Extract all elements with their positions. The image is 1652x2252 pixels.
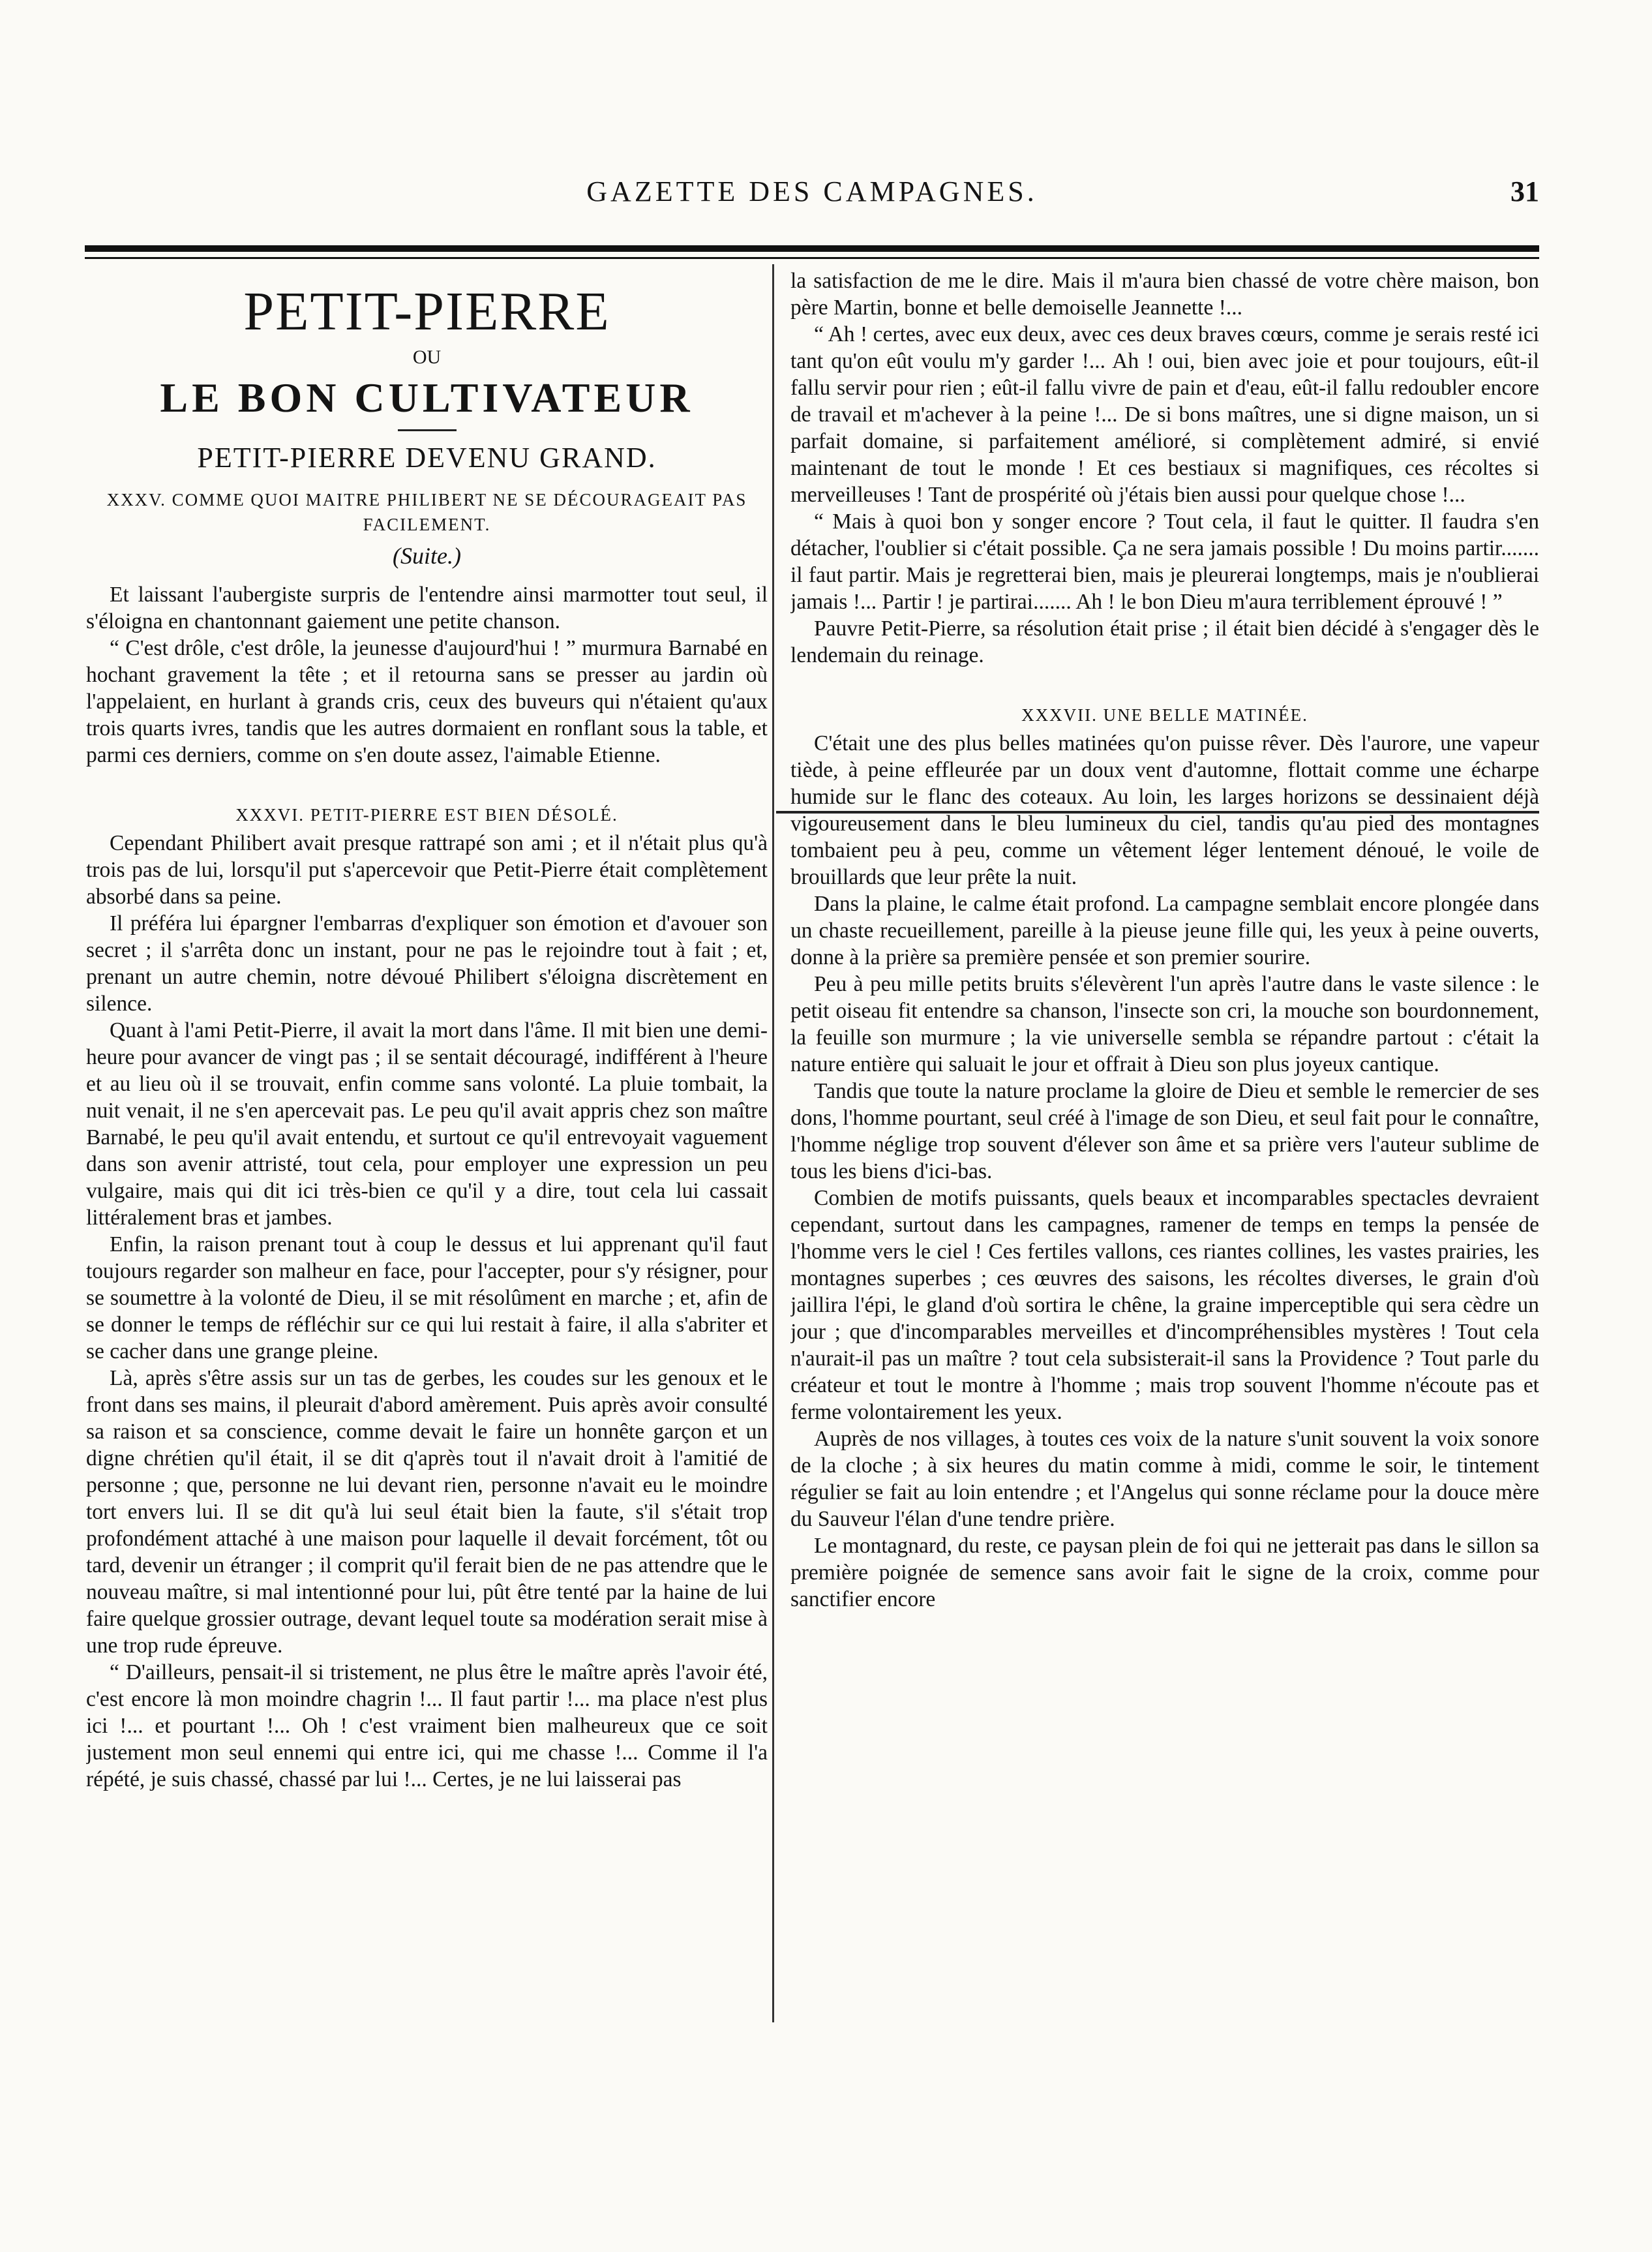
paragraph: “ Ah ! certes, avec eux deux, avec ces deux braves cœurs, comme je serais resté ici tant qu'on eût voulu m'y garder !... Ah ! oui, bien avec joie et pour toujours, eût-il fallu servir pour rien ; eût-il fallu vivre de pain et d'eau, eût-il fallu redoubler encore de travail et m'achever à la peine !... De si bons maîtres, une si digne maison, un si parfait domaine, si parfaitement amélioré, si complètement admiré, si envié maintenant de tout le monde ! Et ces bestiaux si magnifiques, ces récoltes si merveilleuses ! Tant de prospérité où j'étais bien aussi pour quelque chose !... <box>790 322 1539 507</box>
paragraph: Il préféra lui épargner l'embarras d'expliquer son émotion et d'avouer son secret ; il s'arrêta donc un instant, pour ne pas le rejoindre tout à fait ; et, prenant un autre chemin, notre dévoué Philibert s'éloigna discrètement en silence. <box>86 911 768 1016</box>
paragraph: C'était une des plus belles matinées qu'on puisse rêver. Dès l'aurore, une vapeur tiède, à peine effleurée par un doux vent d'automne, flottait comme une écharpe humide sur le flanc des coteaux. Au loin, les larges horizons se dessinaient déjà vigoureusement dans le bleu lumineux du ciel, tandis qu'au pied des montagnes tombaient peu à peu, comme un vêtement léger lentement dénoué, le voile de brouillards que leur prête la nuit. <box>790 731 1539 889</box>
page-number: 31 <box>1510 175 1539 207</box>
paragraph: Dans la plaine, le calme était profond. La campagne semblait encore plongée dans un chaste recueillement, pareille à la pieuse jeune fille qui, les yeux à peine ouverts, donne à la prière sa première pensée et son premier sourire. <box>790 892 1539 969</box>
paragraph: Auprès de nos villages, à toutes ces voix de la nature s'unit souvent la voix sonore de la cloche ; à six heures du matin comme à midi, comme le soir, le tintement régulier se fait au loin entendre ; et l'Angelus qui sonne réclame pour la douce mère du Sauveur l'élan d'une tendre prière. <box>790 1427 1539 1531</box>
chapter-heading-36: XXXVI. PETIT-PIERRE EST BIEN DÉSOLÉ. <box>235 805 618 825</box>
spacer <box>86 768 768 793</box>
paragraph: “ Mais à quoi bon y songer encore ? Tout cela, il faut le quitter. Il faudra s'en détacher, l'oublier si c'était possible. Ça ne sera jamais possible ! Du moins partir....... il faut partir. Mais je regretterai bien, mais je pleurerai longtemps, mais je n'oublierai jamais !... Partir ! je partirai....... Ah ! le bon Dieu m'aura terriblement éprouvé ! ” <box>790 510 1539 614</box>
paragraph: Combien de motifs puissants, quels beaux et incomparables spectacles devraient cependant, surtout dans les campagnes, ramener de temps en temps la pensée de l'homme vers le ciel ! Ces fertiles vallons, ces riantes collines, les vastes prairies, les montagnes superbes ; ces œuvres des saisons, les récoltes diverses, le grain d'où jaillira l'épi, le gland d'où sortira le chêne, la graine imperceptible qui sera cèdre un jour ; que d'incomparables merveilles et d'incompréhensibles mystères ! Tout cela n'aurait-il pas un maître ? tout cela subsisterait-il sans la Providence ? Tout parle du créateur et tout le montre à l'homme ; mais trop souvent l'homme n'écoute pas et ferme volontairement les yeux. <box>790 1186 1539 1424</box>
paragraph: Et laissant l'aubergiste surpris de l'entendre ainsi marmotter tout seul, il s'éloigna en chantonnant gaiement une petite chanson. <box>86 583 768 633</box>
paragraph: Cependant Philibert avait presque rattrapé son ami ; et il n'était plus qu'à trois pas de lui, lorsqu'il put s'apercevoir que Petit-Pierre était complètement absorbé dans sa peine. <box>86 831 768 909</box>
paragraph: la satisfaction de me le dire. Mais il m'aura bien chassé de votre chère maison, bon père Martin, bonne et belle demoiselle Jeannette !... <box>790 269 1539 320</box>
paragraph: Quant à l'ami Petit-Pierre, il avait la mort dans l'âme. Il mit bien une demi-heure pour avancer de vingt pas ; il se sentait découragé, indifférent à l'heure et au lieu où il se trouvait, enfin comme sans volonté. La pluie tombait, la nuit venait, il ne s'en apercevait pas. Le peu qu'il avait appris chez son maître Barnabé, le peu qu'il avait entendu, et surtout ce qu'il entrevoyait vaguement dans son avenir attristé, tout cela, pour employer une expression un peu vulgaire, mais qui dit ici très-bien ce qu'il y a dire, tout cela lui cassait littéralement bras et jambes. <box>86 1018 768 1230</box>
paragraph: Peu à peu mille petits bruits s'élevèrent l'un après l'autre dans le vaste silence : le petit oiseau fit entendre sa chanson, l'insecte son cri, la mouche son bourdonnement, la feuille son murmure ; la vie universelle sembla se répandre partout : c'était la nature entière qui saluait le jour et offrait à Dieu son plus joyeux cantique. <box>790 972 1539 1076</box>
header-rule-thin <box>85 257 1539 259</box>
paragraph: Pauvre Petit-Pierre, sa résolution était prise ; il était bien décidé à s'engager dès le lendemain du reinage. <box>790 616 1539 667</box>
paragraph: Tandis que toute la nature proclame la gloire de Dieu et semble le remercier de ses dons, l'homme pourtant, seul créé à l'image de son Dieu, et seul fait pour le connaître, l'homme néglige trop souvent d'élever son âme et sa prière vers l'auteur sublime de tous les biens d'ici-bas. <box>790 1079 1539 1183</box>
paragraph: Le montagnard, du reste, ce paysan plein de foi qui ne jetterait pas dans le sillon sa première poignée de semence sans avoir fait le signe de la croix, comme pour sanctifier encore <box>790 1534 1539 1611</box>
left-column <box>86 267 768 2022</box>
story-title: PETIT-PIERRE <box>243 281 610 342</box>
paragraph: “ C'est drôle, c'est drôle, la jeunesse d'aujourd'hui ! ” murmura Barnabé en hochant gravement la tête ; et il retourna sans se presser au jardin où l'appelaient, en hurlant à grands cris, ceux des buveurs qui n'étaient qu'aux trois quarts ivres, tandis que les autres dormaient en ronflant sous la table, et parmi ces derniers, comme on s'en doute assez, l'aimable Etienne. <box>86 636 768 767</box>
paragraph: “ D'ailleurs, pensait-il si tristement, ne plus être le maître après l'avoir été, c'est encore là mon moindre chagrin !... Il faut partir !... ma place n'est plus ici !... et pourtant !... Oh ! c'est vraiment bien malheureux que ce soit justement mon seul ennemi qui entre ici, qui me chasse !... Comme il l'a répété, je suis chassé, chassé par lui !... Certes, je ne lui laisserai pas <box>86 1660 768 1791</box>
running-title: GAZETTE DES CAMPAGNES. <box>586 175 1038 207</box>
column-separator <box>772 264 774 2022</box>
title-divider <box>398 429 457 431</box>
continued-label: (Suite.) <box>393 543 461 569</box>
section-title: PETIT-PIERRE DEVENU GRAND. <box>197 442 657 474</box>
paragraph: Là, après s'être assis sur un tas de gerbes, les coudes sur les genoux et le front dans ses mains, il pleurait d'abord amèrement. Puis après avoir consulté sa raison et sa conscience, comme devait le faire un honnête garçon et un digne chrétien qu'il était, il se dit q'après tout il n'avait droit à l'amitié de personne ; que, personne ne lui devant rien, personne n'avait eu le moindre tort envers lui. Il se dit qu'à lui seul était bien la faute, s'il s'était trop profondément attaché à une maison pour laquelle il devait forcément, tôt ou tard, devenir un étranger ; il comprit qu'il ferait bien de ne pas attendre que le nouveau maître, si mal intentionné pour lui, pût être tenté par la haine de lui faire quelque grossier outrage, devant lequel toute sa modération serait mise à une trop rude épreuve. <box>86 1366 768 1658</box>
story-title-or: OU <box>412 346 442 368</box>
header-rule-thick <box>85 245 1539 252</box>
story-subtitle: LE BON CULTIVATEUR <box>160 374 694 421</box>
right-column <box>790 267 1539 2022</box>
spacer <box>790 669 1539 693</box>
chapter-heading-35: XXXV. COMME QUOI MAITRE PHILIBERT NE SE DÉCOURAGEAIT PAS FACILEMENT. <box>106 490 747 534</box>
paragraph: Enfin, la raison prenant tout à coup le dessus et lui apprenant qu'il faut toujours regarder son malheur en face, pour l'accepter, pour s'y résigner, pour se soumettre à la volonté de Dieu, il se mit résolûment en marche ; et, afin de se donner le temps de réfléchir sur ce qui lui restait à faire, il alla s'abriter et se cacher dans une grange pleine. <box>86 1232 768 1363</box>
page-header <box>85 175 1539 221</box>
chapter-heading-37: XXXVII. UNE BELLE MATINÉE. <box>1021 705 1308 725</box>
